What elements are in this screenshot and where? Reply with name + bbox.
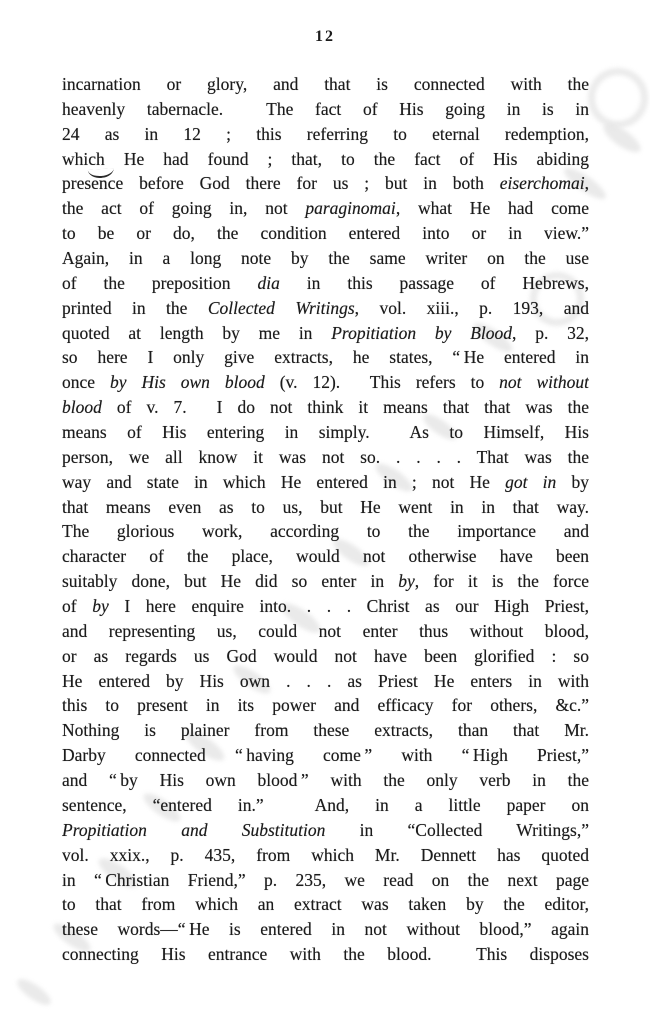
- text-segment: and “ by His own blood ” with the only verb in the: [62, 770, 589, 791]
- text-line: [62, 917, 589, 942]
- text-segment: Darby connected “ having come ” with “ High Priest,”: [62, 745, 589, 766]
- text-segment: Again, in a long note by the same writer on the use: [62, 248, 589, 269]
- italic-text-segment: not without: [499, 372, 589, 393]
- text-segment: connecting His entrance with the blood. This disposes: [62, 944, 589, 965]
- text-segment: or as regards us God would not have been glorified : so: [62, 645, 589, 666]
- text-segment: printed in the: [62, 297, 208, 318]
- text-segment: to that from which an extract was taken by the editor,: [62, 894, 589, 915]
- text-line: [62, 221, 589, 246]
- text-segment: of the preposition: [62, 272, 258, 293]
- text-segment: The glorious work, according to the importance and: [62, 521, 589, 542]
- italic-text-segment: dia: [257, 272, 280, 293]
- text-segment: the act of going in, not: [62, 198, 306, 219]
- italic-text-segment: Propitiation and Substitution: [62, 819, 326, 840]
- text-segment: which He had found ; that, to the fact of His abiding: [62, 148, 589, 169]
- text-line: [62, 544, 589, 569]
- text-segment: person, we all know it was not so. . . . . That was the: [62, 446, 589, 467]
- text-segment: (v. 12). This refers to: [264, 372, 500, 393]
- text-line: [62, 345, 589, 370]
- text-line: [62, 693, 589, 718]
- text-line: [62, 743, 589, 768]
- text-line: [62, 171, 589, 196]
- text-segment: character of the place, would not otherwise have been: [62, 546, 589, 567]
- text-line: [62, 395, 589, 420]
- text-segment: this to present in its power and efficacy for others, &c.”: [62, 695, 589, 716]
- text-line: [62, 445, 589, 470]
- text-segment: once: [62, 372, 110, 393]
- italic-text-segment: by: [92, 596, 109, 617]
- text-segment: suitably done, but He did so enter in: [62, 571, 399, 592]
- text-segment: way and state in which He entered in ; not He: [62, 471, 506, 492]
- text-line: [62, 271, 589, 296]
- text-segment: Nothing is plainer from these extracts, than that Mr.: [62, 720, 589, 741]
- text-segment: sentence, “entered in.” And, in a little paper on: [62, 794, 589, 815]
- text-segment: and representing us, could not enter thus without blood,: [62, 620, 589, 641]
- text-segment: quoted at length by me in: [62, 322, 332, 343]
- text-line: [62, 569, 589, 594]
- text-segment: in “ Christian Friend,” p. 235, we read on the next page: [62, 869, 589, 890]
- italic-text-segment: paraginomai: [305, 198, 396, 219]
- text-line: [62, 868, 589, 893]
- text-line: [62, 420, 589, 445]
- italic-text-segment: by: [398, 571, 415, 592]
- text-line: [62, 72, 589, 97]
- watermark-mark: [14, 975, 55, 1009]
- text-segment: , p. 32,: [512, 322, 589, 343]
- text-segment: means of His entering in simply. As to Himself, His: [62, 422, 589, 443]
- text-segment: to be or do, the condition entered into or in view.”: [62, 223, 589, 244]
- text-segment: in this passage of Hebrews,: [279, 272, 589, 293]
- text-line: [62, 246, 589, 271]
- text-segment: heavenly tabernacle. The fact of His going in is in: [62, 98, 589, 119]
- text-segment: I here enquire into. . . . Christ as our High Priest,: [108, 596, 589, 617]
- text-line: [62, 519, 589, 544]
- text-segment: by: [556, 471, 589, 492]
- italic-text-segment: eiserchomai: [499, 173, 585, 194]
- text-segment: , what He had come: [395, 198, 589, 219]
- text-line: [62, 97, 589, 122]
- text-line: [62, 818, 589, 843]
- text-segment: vol. xxix., p. 435, from which Mr. Dennett has quoted: [62, 844, 589, 865]
- body-text: [62, 72, 589, 967]
- text-line: [62, 296, 589, 321]
- text-segment: of: [62, 596, 93, 617]
- italic-text-segment: Propitiation by Blood: [331, 322, 513, 343]
- text-segment: 24 as in 12 ; this referring to eternal redemption,: [62, 123, 589, 144]
- text-line: [62, 843, 589, 868]
- text-line: [62, 644, 589, 669]
- text-line: [62, 196, 589, 221]
- text-line: [62, 594, 589, 619]
- text-line: [62, 892, 589, 917]
- italic-text-segment: by His own blood: [110, 372, 265, 393]
- text-segment: incarnation or glory, and that is connected with the: [62, 74, 589, 94]
- italic-text-segment: blood: [62, 397, 102, 418]
- page-number: 12: [315, 28, 335, 45]
- text-line: [62, 793, 589, 818]
- text-line: [62, 122, 589, 147]
- text-line: [62, 669, 589, 694]
- text-segment: , for it is the force: [414, 571, 589, 592]
- text-segment: so here I only give extracts, he states, “ He entered in: [62, 347, 589, 368]
- text-line: [62, 495, 589, 520]
- text-segment: presence before God there for us ; but in both: [62, 173, 500, 194]
- text-line: [62, 619, 589, 644]
- text-line: [62, 147, 589, 172]
- text-segment: , vol. xiii., p. 193, and: [354, 297, 589, 318]
- text-segment: of v. 7. I do not think it means that that was the: [101, 397, 589, 418]
- text-line: [62, 470, 589, 495]
- italic-text-segment: got in: [505, 471, 557, 492]
- text-line: [62, 942, 589, 967]
- text-segment: in “Collected Writings,”: [325, 819, 589, 840]
- text-segment: He entered by His own . . . as Priest He enters in with: [62, 670, 589, 691]
- text-line: [62, 370, 589, 395]
- text-line: [62, 718, 589, 743]
- text-line: [62, 768, 589, 793]
- text-segment: these words—“ He is entered in not without blood,” again: [62, 919, 589, 940]
- italic-text-segment: Collected Writings: [207, 297, 355, 318]
- text-segment: ,: [584, 173, 589, 194]
- text-line: [62, 321, 589, 346]
- text-segment: that means even as to us, but He went in in that way.: [62, 496, 589, 517]
